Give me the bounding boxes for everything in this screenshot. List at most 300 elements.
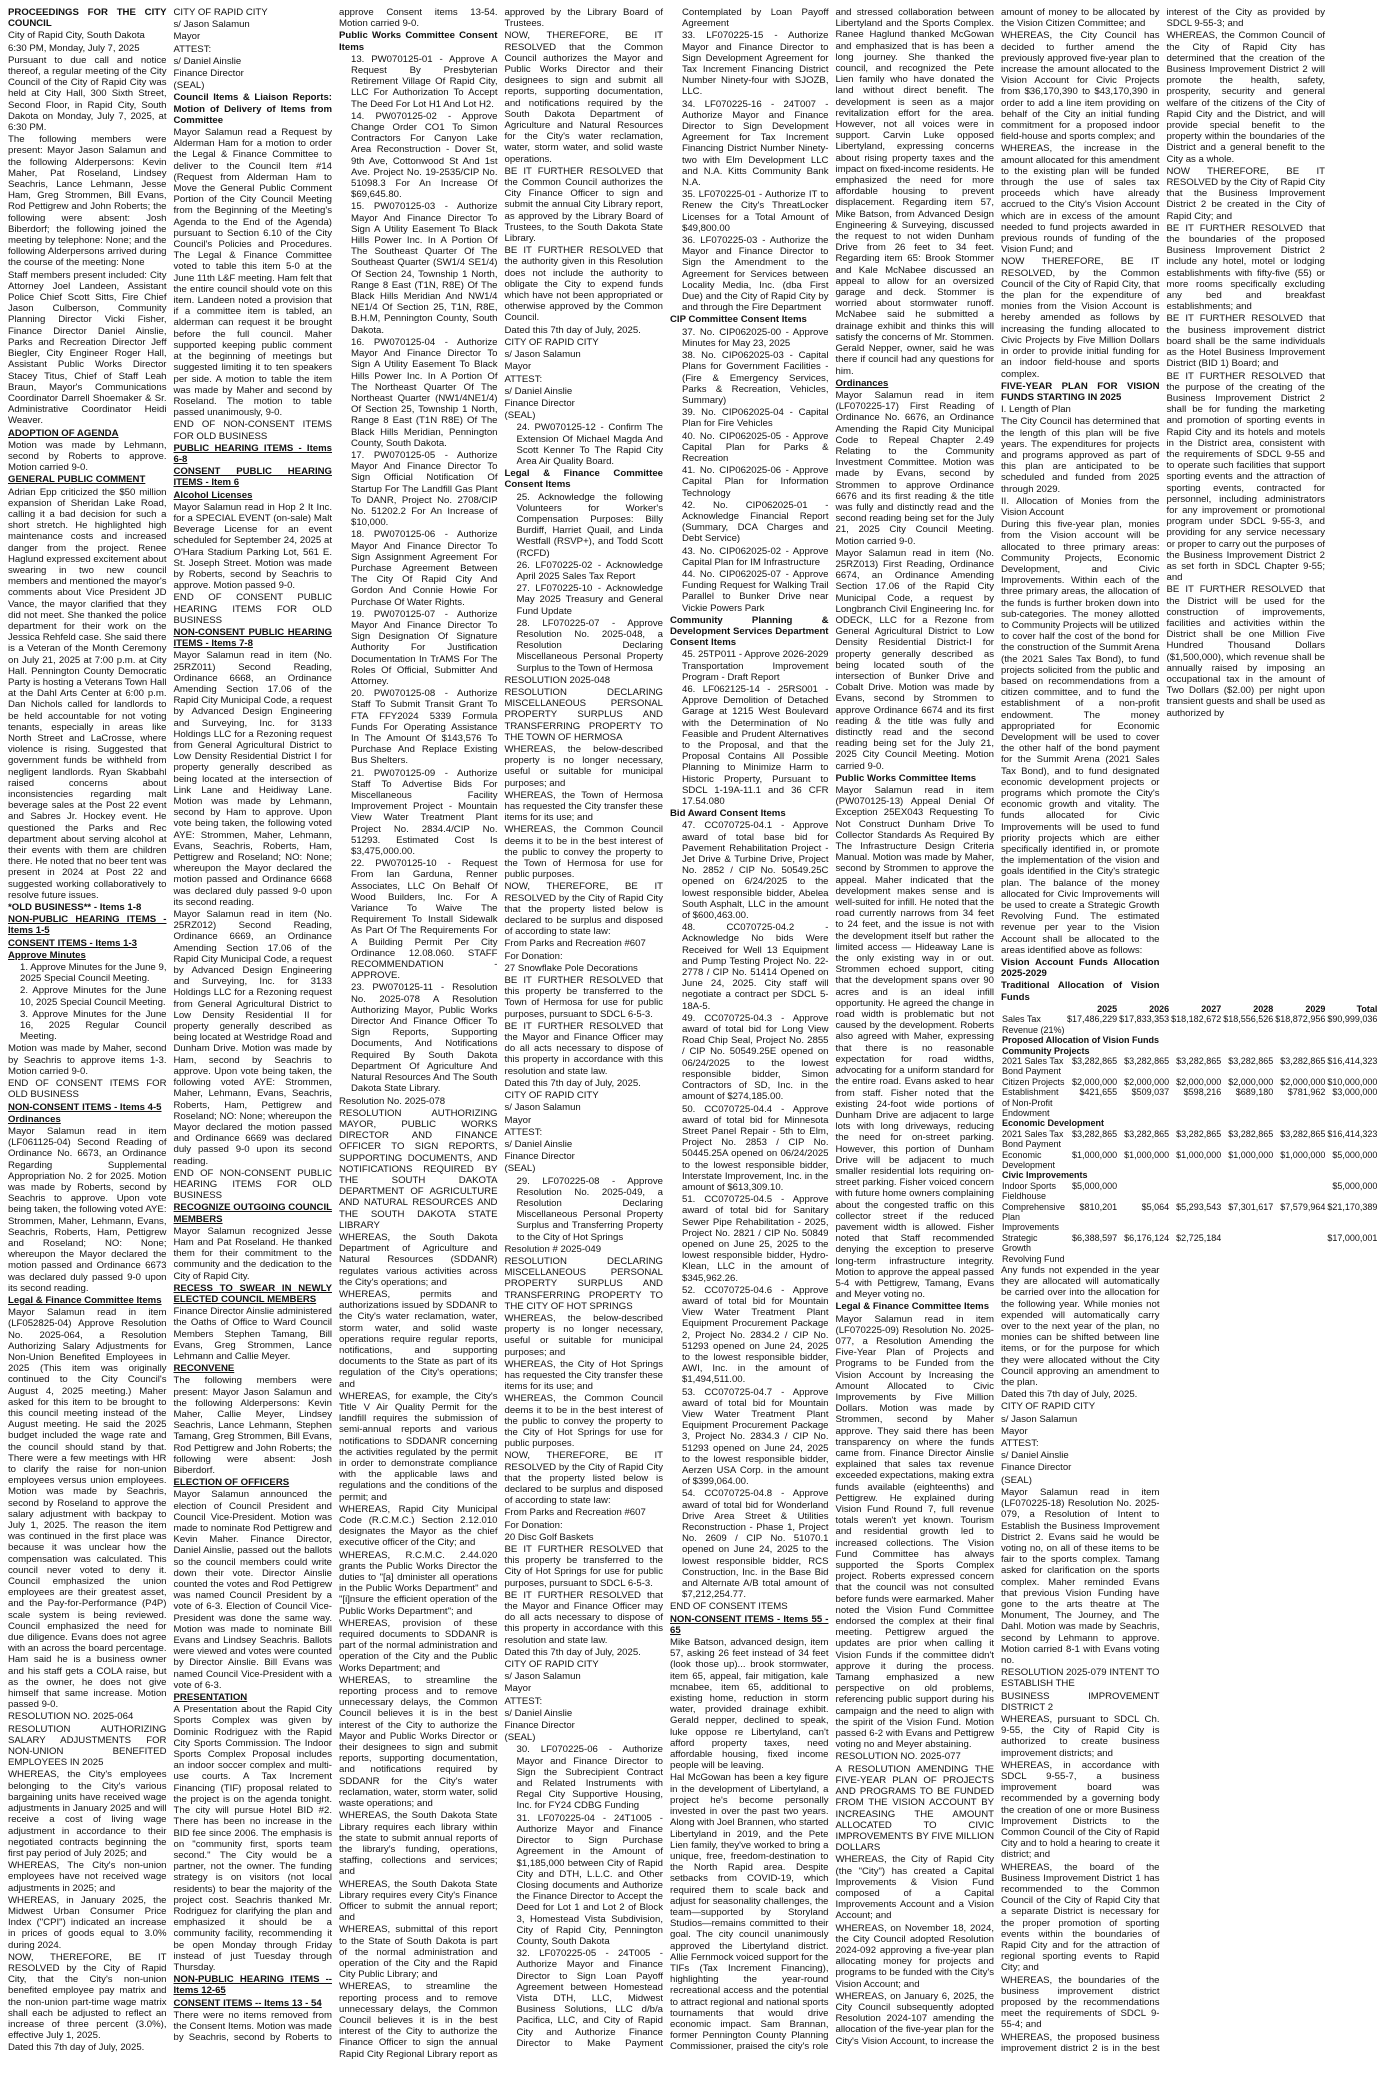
table-row [1001, 1035, 1378, 1045]
paragraph: WHEREAS, for example, the City's Title V Air Quality Permit for the landfill requires the submission of semi-annual reports and various notifications to SDDANR concerning the activities regulated by the permit in order to demonstrate compliance with the applicable laws and regulations and the conditions of the permit; and [339, 1390, 498, 1503]
table-cell: $810,201 [1079, 1201, 1118, 1212]
table-row [1001, 1118, 1378, 1128]
paragraph: END OF NON-CONSENT ITEMS FOR OLD BUSINESS [173, 419, 332, 442]
paragraph: WHEREAS, Rapid City Municipal Code (R.C.M.C.) Section 2.12.010 designates the Mayor as the chief executive officer of the City; and [339, 1503, 498, 1549]
paragraph: 14. PW070125-02 - Approve Change Order CO1 To Simon Contractors For Canyon Lake Area Reconstruction - Dover St, 9th Ave, Cottonwood St And 1st Ave. Project No. 19-2535/CIP No. 51098.3 For An Increase Of $69,645.80. [351, 110, 498, 201]
paragraph: RESOLUTION NO. 2025-064 [8, 1711, 134, 1723]
paragraph: Any funds not expended in the year they are allocated will automatically be carried over into the allocation for the following year. While monies not expended will automatically carry over to the next year of the plan, no monies can be shifted between line items, or for the purpose for which they were allocated without the City Council approving an amendment to the plan. [1001, 1265, 1160, 1389]
paragraph: 39. No. CIP062025-04 - Capital Plan for Fire Vehicles [682, 407, 829, 430]
paragraph: RESOLUTION AUTHORIZING MAYOR, PUBLIC WORKS DIRECTOR AND FINANCE OFFICER TO SIGN REPORTS, SUPPORTING DOCUMENTS, AND NOTIFICATIONS REQUIRED BY THE SOUTH DAKOTA DEPARTMENT OF AGRICULTURE AND NATURAL RESOURCES AND THE SOUTH DAKOTA STATE LIBRARY [339, 1107, 498, 1231]
table-cell: $3,282,865 [1124, 1128, 1170, 1139]
table-cell: $1,000,000 [1072, 1149, 1118, 1160]
paragraph: 38. No. CIP062025-03 - Capital Plans for Government Facilities - (Fire & Emergency Services, Parks & Recreation, Vehicles, Summary) [682, 350, 829, 406]
document-title: PROCEEDINGS FOR THE CITY COUNCIL [8, 7, 167, 30]
paragraph: ATTEST: [173, 43, 212, 55]
table-cell: $3,000,000 [1332, 1087, 1378, 1098]
paragraph: (SEAL) [1001, 1474, 1032, 1486]
table-cell [1274, 1181, 1326, 1202]
paragraph: END OF CONSENT ITEMS FOR OLD BUSINESS [8, 1078, 167, 1101]
paragraph: WHEREAS, the City of Hot Springs has requested the City transfer these items for its use; and [504, 1358, 663, 1393]
table-cell: $16,414,323 [1327, 1128, 1378, 1139]
paragraph: Mayor Salamun read in item (No. 25RZ011) Second Reading, Ordinance 6668, an Ordinance Amending Section 17.06 of the Rapid City Municipal Code, a request by Advanced Design Engineering and Surveying, Inc. for 3133 Holdings LLC for a Rezoning request from General Agricultural District to Low Density Residential District I for property generally described as being located at the intersection of Link Lane and Heidiway Lane. Motion was made by Lehmann, second by Ham to approve. Upon vote being taken, the following voted AYE: Strommen, Maher, Lehmann, Evans, Seachris, Roberts, Ham, Pettigrew and Roseland; NO: None; whereupon the Mayor declared the motion passed and Ordinance 6668 was declared duly passed 9-0 upon its second reading. [173, 650, 332, 908]
paragraph: s/ Jason Salamun [504, 1102, 581, 1114]
table-cell: $5,064 [1141, 1201, 1170, 1212]
paragraph: 23. PW070125-11 - Resolution No. 2025-078 A Resolution Authorizing Mayor, Public Works Director And Finance Officer To Sign Reports, Supporting Documents, And Notifications Required By South Dakota Department Of Agriculture And Natural Resources And The South Dakota State Library. [351, 982, 498, 1095]
paragraph: BE IT FURTHER RESOLVED that the boundaries of the proposed Business Improvement District 2 include any hotel, motel or lodging establishments with fifty-five (55) or more rooms specifically excluding any bed and breakfast establishments; and [1166, 222, 1325, 313]
paragraph: From Parks and Recreation #607 [504, 1507, 646, 1519]
paragraph: 45. 25TP011 - Approve 2026-2029 Transportation Improvement Program - Draft Report [682, 649, 829, 683]
table-cell: $6,388,597 [1072, 1232, 1118, 1243]
paragraph: Dated this 7th day of July, 2025. [1001, 1389, 1138, 1401]
paragraph: WHEREAS, the South Dakota Department of Agriculture and Natural Resources (SDDANR) regulates various activities across the City's operations; and [339, 1231, 498, 1288]
paragraph: s/ Jason Salamun [504, 349, 581, 361]
paragraph: NON-PUBLIC HEARING ITEMS - Items 1-5 [8, 914, 167, 937]
paragraph: Finance Director [504, 1151, 575, 1163]
table-row-label: 2021 Sales Tax Bond Payment [1002, 1055, 1064, 1077]
table-row-label: Proposed Allocation of Vision Funds [1002, 1035, 1160, 1046]
table-cell: $689,180 [1235, 1087, 1274, 1098]
table-cell [1222, 1233, 1274, 1264]
paragraph: s/ Daniel Ainslie [504, 1707, 573, 1719]
paragraph: WHEREAS, the board of the Business Improvement District 1 has recommended to the Common Council of the City of Rapid City that a separate District is necessary for the proper promotion of sporting events within the boundaries of Rapid City and for the attraction of regional sporting events to Rapid City; and [1001, 1861, 1160, 1974]
paragraph: s/ Daniel Ainslie [504, 1138, 573, 1150]
paragraph: The following members were present: Mayor Jason Salamun and the following Alderpersons: Kevin Maher, Callie Meyer, Lindsey Seachris, Lance Lehmann, Stephen Tamang, Greg Strommen, Bill Evans, Rod Pettigrew and John Roberts; the following were absent: Josh Biberdorf. [173, 1375, 332, 1476]
table-header-cell: 2029 [1305, 1003, 1326, 1014]
paragraph: RESOLUTION NO. 2025-077 [835, 1751, 961, 1763]
paragraph: 47. CC070725-04.1 - Approve award of total base bid for Pavement Rehabilitation Project - Jet Drive & Turbine Drive, Project No. 2852 / CIP No. 50549.25C opened on 6/24/2025 to the lowest responsible bidder, Abelea South Asphalt, LLC in the amount of $600,463.00. [682, 820, 829, 922]
table-cell: $598,216 [1183, 1087, 1222, 1098]
paragraph: 48. CC070725-04.2 - Acknowledge No bids Were Received for Well 13 Equipment and Pump Testing Project No. 22-2778 / CIP No. 51414 Opened on June 24, 2025. City staff will negotiate a contract per SDCL 5-18A-5. [682, 922, 829, 1012]
paragraph: For Donation: [504, 1519, 563, 1531]
table-cell: $1,000,000 [1280, 1149, 1326, 1160]
table-cell: $1,000,000 [1176, 1149, 1222, 1160]
table-cell: $17,833,353 [1119, 1014, 1170, 1025]
table-header-cell: Total [1356, 1003, 1378, 1014]
paragraph: WHEREAS, the South Dakota State Library requires every City's Finance Officer to submit the annual report; and [339, 1878, 498, 1924]
paragraph: Mayor Salamun announced the election of Council President and Council Vice-President. Motion was made to nominate Rod Pettigrew and Kevin Maher. Finance Director, Daniel Ainslie, passed out the ballots so the council members could write down their vote. Director Ainslie counted the votes and Rod Pettigrew was named Council President by a vote of 6-3. Election of Council Vice-President was done the same way. Motion was made to nominate Bill Evans and Lindsey Seachris. Ballots were viewed and votes were counted by Director Ainslie. Bill Evans was named Council Vice-President with a vote of 6-3. [173, 1489, 332, 1691]
table-cell: $16,414,323 [1327, 1055, 1378, 1066]
paragraph: RESOLUTION DECLARING MISCELLANEOUS PERSONAL PROPERTY SURPLUS AND TRANSFERRING PROPERTY TO THE TOWN OF HERMOSA [504, 686, 663, 743]
paragraph: RESOLUTION 2025-048 [504, 674, 611, 686]
paragraph: Bid Award Consent Items [670, 808, 786, 820]
paragraph: ADOPTION OF AGENDA [8, 427, 119, 439]
table-row [1001, 1233, 1378, 1264]
table-cell: $18,556,526 [1223, 1014, 1274, 1025]
paragraph: Dated this 7th day of July, 2025. [8, 2042, 145, 2054]
table-cell: $781,962 [1287, 1087, 1326, 1098]
paragraph: s/ Jason Salamun [504, 1671, 581, 1683]
paragraph: RECOGNIZE OUTGOING COUNCIL MEMBERS [173, 1202, 332, 1225]
paragraph: BE IT FURTHER RESOLVED that the Mayor and Finance Officer may do all acts necessary to dispose of this property in accordance with this resolution and state law. [504, 1589, 663, 1646]
paragraph: END OF NON-CONSENT PUBLIC HEARING ITEMS FOR OLD BUSINESS [173, 1167, 332, 1202]
paragraph: Legal & Finance Committee Items [8, 1294, 162, 1306]
paragraph: The following members were present: Mayor Jason Salamun and the following Alderpersons: Kevin Maher, Pat Roseland, Lindsey Seachris, Lance Lehmann, Jesse Ham, Greg Strommen, Bill Evans, Rod Pettigrew and John Roberts; the following were absent: Josh Biberdorf; the following joined the meeting by telephone: None; and the following Alderpersons arrived during the course of the meeting: None [8, 134, 167, 269]
paragraph: WHEREAS, in accordance with SDCL 9-55-7, a business improvement board was recommended by a governing body the creation of one or more Business Improvement Districts to the Common Council of the City of Rapid City and to hold a hearing to create it district; and [1001, 1759, 1160, 1861]
paragraph: 36. LF070225-03 - Authorize the Mayor and Finance Director to Sign the Amendment to the Agreement for Services between Locality Media, Inc. (dba First Due) and the City of Rapid City by and through the Fire Department [682, 235, 829, 314]
paragraph: BE IT FURTHER RESOLVED that the District will be used for the construction of improvements, facilities and activities within the District shall be one Million Five Hundred Thousand Dollars ($1,500,000), which revenue shall be annually raised by imposing an occupational tax in the amount of Two Dollars ($2.00) per night upon transient guests and shall be used as authorized by [1166, 584, 1325, 719]
paragraph: RESOLUTION 2025-079 INTENT TO ESTABLISH THE [1001, 1667, 1160, 1690]
paragraph: ATTEST: [504, 373, 543, 385]
paragraph: BE IT FURTHER RESOLVED that this property be transferred to the Town of Hermosa for use for public purposes, pursuant to SDCL 6-5-3. [504, 975, 663, 1020]
paragraph: 2. Approve Minutes for the June 10, 2025 Special Council Meeting. [20, 985, 167, 1008]
paragraph: WHEREAS, the below-described property is no longer necessary, useful or suitable for municipal purposes; and [504, 1312, 663, 1358]
paragraph: WHEREAS, the City Council has decided to further amend the previously approved five-year plan to increase the amount allocated to the Vision Account for Civic Projects from $36,170,390 to $43,170,390 in order to add a line item providing on behalf of the City an initial funding commitment for a proposed indoor field-house and sports complex; and [1001, 30, 1160, 143]
paragraph: 43. No. CIP062025-02 - Approve Capital Plan for IM Infrastructure [682, 545, 829, 568]
paragraph: Ordinances [8, 1113, 61, 1125]
table-cell: $3,282,865 [1124, 1055, 1170, 1066]
paragraph: 24. PW070125-12 - Confirm The Extension Of Michael Magda And Scott Kenner To The Rapid City Area Air Quality Board. [516, 422, 663, 467]
paragraph: ATTEST: [1001, 1438, 1039, 1450]
paragraph: 28. LF070225-07 - Approve Resolution No. 2025-048, a Resolution Declaring Miscellaneous Personal Property Surplus to the Town of Hermosa [516, 617, 663, 674]
paragraph: Hal McGowan has been a key figure in the development of Libertyland, a project he's become personally invested in over the past two years. Along with Joel Brannen, who started Libertyland in 2019, and the Pete Lien family, they've worked to bring a unique, free, freedom-destination to the North Rapid area. Despite setbacks from COVID-19, which required them to scale back and adjust for seasonality challenges, the team—supported by Storyland Studios—remains committed to their goal. The city council unanimously approved the Libertyland district. Allie Fernmock voiced support for the TIFs (Tax Increment Financing), highlighting the year-round recreational access and the potential to attract regional and national sports tournaments that would drive economic impact. Sam Brannan, former Pennington County Planning Commissioner, praised the city's role and stressed collaboration between Libertyland and the Sports Complex. Ranee Haglund thanked McGowan and emphasized that is has been a long journey. She thanked the council, and recognized the Pete Lien family who have donated the land without direct benefit. The development is seen as a major revitalization effort for the area. However, not all voices were in support. Carvin Luke opposed Libertyland, expressing concerns about rising property taxes and the impact on fixed-income residents. He emphasized the need for more affordable housing to prevent displacement. Regarding item 57, Mike Batson, from Advanced Design Engineering & Surveying, discussed the request to not widen Dunham Drive from 26 feet to 34 feet. Regarding item 65: Brook Stommer and Kale McNabee discussed an appeal to allow for an oversized garage and deck. Stommer is worried about stormwater runoff. McNabee said he submitted a drainage exhibit and thinks this will satisfy the concerns of Mr. Stommen. Gerald Nepper, owner, said he was there if council had any questions for him. [670, 7, 994, 2053]
paragraph: Mayor [504, 1683, 532, 1695]
paragraph: BUSINESS IMPROVEMENT DISTRICT 2 [1001, 1690, 1160, 1713]
table-row [1001, 1170, 1378, 1180]
paragraph: WHEREAS, the increase in the amount allocated for this amendment to the existing plan will be funded through the use of sales tax proceeds which have already accrued to the City's Vision Account which are in excess of the amount needed to fund projects awarded in previous rounds of funding of the Vision Fund; and [1001, 143, 1160, 256]
paragraph: RECESS TO SWEAR IN NEWLY ELECTED COUNCIL MEMBERS [173, 1282, 332, 1305]
table-row [1001, 1046, 1378, 1056]
paragraph: 51. CC070725-04.5 - Approve award of total bid for Sanitary Sewer Pipe Rehabilitation - 2025, Project No. 2821 / CIP No. 50849 opened on June 25, 2025 to the lowest responsible bidder, Hydro-Klean, LLC in the amount of $345,962.26. [682, 1194, 829, 1284]
table-row [1001, 1056, 1378, 1077]
paragraph: Mayor [504, 361, 532, 373]
paragraph: Mayor Salamun read in item (No. 25RZ012) Second Reading, Ordinance 6669, an Ordinance Amending Section 17.06 of the Rapid City Municipal Code, a request by Advanced Design Engineering and Surveying, Inc. for 3133 Holdings LLC for a Rezoning request from General Agricultural District to Low Density Residential II for property generally described as being located at Westridge Road and Dunham Drive. Motion was made by Ham, second by Seachris to approve. Upon vote being taken, the following voted AYE: Strommen, Maher, Lehmann, Evans, Seachris, Roberts, Ham, Pettigrew and Roseland; NO: None; whereupon the Mayor declared the motion passed and Ordinance 6669 was declared duly passed 9-0 upon its second reading. [173, 909, 332, 1167]
table-cell: $3,282,865 [1280, 1055, 1326, 1066]
table-header-cell: 2026 [1149, 1003, 1170, 1014]
paragraph: WHEREAS, to streamline the reporting process and to remove unnecessary delays, the Common Council believes it is in the best interest of the City to authorize the Mayor and Public Works Director or their designees to sign and submit reports, supporting documentation, and notifications required by SDDANR for the City's water reclamation, water, storm water, solid waste operations; and [339, 1674, 498, 1810]
paragraph: CITY OF RAPID CITY [1001, 1401, 1096, 1413]
paragraph: Mayor Salamun read in item (LF052825-04) Approve Resolution No. 2025-064, a Resolution Authorizing Salary Adjustments for Non-Union Benefited Employees in 2025 (This item was originally continued to the City Council's August 4, 2025 meeting.) Maher asked for this item to be brought to this council meeting instead of the August meeting. He said the 2025 budget included the wage rate and the council should stand by that. There were a few meetings with HR to clarify the raise for non-union employees versus union employees. Motion was made by Seachris, second by Roseland to approve the salary adjustment with backpay to July 1, 2025. The reason the item was continued in the first place was because it was unclear how the compensation was calculated. This council never voted to deny it. Council emphasized the union employees are their greatest asset, and the Pay-for-Performance (P4P) scale system is being reviewed. Council emphasized the need for due diligence. Evans does not agree with an across the board percentage. Ham said he is a business owner and his staff gets a COLA raise, but as the owner, he does not give himself that same increase. Motion passed 9-0. [8, 1307, 167, 1711]
table-row-label: Establishment of Non-Profit Endowment [1002, 1087, 1059, 1118]
paragraph: Resolution No. 2025-078 [339, 1095, 446, 1107]
paragraph: 6:30 PM, Monday, July 7, 2025 [8, 42, 140, 54]
table-cell: $1,000,000 [1124, 1149, 1170, 1160]
paragraph: WHEREAS, the City of Rapid City (the "City") has created a Capital Improvements & Vision Fund composed of a Capital Improvements Account and a Vision Account; and [835, 1854, 994, 1922]
table-cell: $3,282,865 [1228, 1128, 1274, 1139]
paragraph: PRESENTATION [173, 1692, 248, 1704]
paragraph: BE IT FURTHER RESOLVED that this property be transferred to the City of Hot Springs for use for public purposes, pursuant to SDCL 6-5-3. [504, 1544, 663, 1589]
paragraph: ATTEST: [504, 1695, 543, 1707]
vision-funds-table [1001, 1004, 1378, 1264]
paragraph: 34. LF070225-16 - 24T007 - Authorize Mayor and Finance Director to Sign Development Agreement for Tax Increment Financing District Number Ninety-two with Elm Development LLC and N.A. Kitts Community Bank N.A. [682, 98, 829, 189]
paragraph: 31. LF070225-04 - 24T1005 - Authorize Mayor and Finance Director to Sign Purchase Agreement in the Amount of $1,185,000 between City of Rapid City and DTH, L.L.C. and Other Closing documents and Authorize the Finance Director to Accept the Deed for Lot 1 and Lot 2 of Block 3, Homestead Vista Subdivision, City of Rapid City, Pennington County, South Dakota [516, 1812, 663, 1947]
paragraph: NON-CONSENT PUBLIC HEARING ITEMS - Items 7-8 [173, 626, 332, 650]
paragraph: 21. PW070125-09 - Authorize Staff To Advertise Bids For Miscellaneous Facility Improvement Project - Mountain View Water Treatment Plant Project No. 2834.4/CIP No. 51293. Estimated Cost Is $3,475,000.00. [351, 767, 498, 858]
paragraph: (SEAL) [173, 80, 205, 92]
paragraph: A RESOLUTION AMENDING THE FIVE-YEAR PLAN OF PROJECTS AND PROGRAMS TO BE FUNDED FROM THE VISION ACCOUNT BY INCREASING THE AMOUNT ALLOCATED TO CIVIC IMPROVEMENTS BY FIVE MILLION DOLLARS [835, 1763, 994, 1854]
paragraph: 52. CC070725-04.6 - Approve award of total bid for Mountain View Water Treatment Plant Equipment Procurement Package 2, Project No. 2834.2 / CIP No. 51293 opened on June 24, 2025 to the lowest responsible bidder, AWI, Inc. in the amount of $1,494,511.00. [682, 1284, 829, 1386]
paragraph: WHEREAS, the below-described property is no longer necessary, useful or suitable for municipal purposes; and [504, 744, 663, 789]
paragraph: Legal & Finance Committee Consent Items [504, 468, 663, 491]
paragraph: WHEREAS, pursuant to SDCL Ch. 9-55, the City of Rapid City is authorized to create business improvement districts; and [1001, 1713, 1160, 1759]
table-cell: $3,282,865 [1280, 1128, 1326, 1139]
paragraph: Mayor Salamun read in item (LF070225-17) First Reading of Ordinance No. 6676, an Ordinance Amending the Rapid City Municipal Code to Repeal Chapter 2.49 Relating to the Community Investment Committee. Motion was made by Evans, second by Strommen to approve Ordinance 6676 and its first reading & the title was fully and distinctly read and the second reading being set for the July 21, 2025 City Council Meeting. Motion carried 9-0. [835, 389, 994, 547]
paragraph: Motion was made by Lehmann, second by Roberts to approve. Motion carried 9-0. [8, 439, 167, 474]
table-header-cell: 2025 [1097, 1003, 1118, 1014]
paragraph: WHEREAS, the boundaries of the business improvement district proposed by the recommendations meet the requirements of SDCL 9-55-4; and [1001, 1974, 1160, 2031]
paragraph: NOW THEREFORE, BE IT RESOLVED by the City of Rapid City that the Business Improvement District 2 be created in the City of Rapid City; and [1166, 165, 1325, 222]
paragraph: Adrian Epp criticized the $50 million expansion of Sheridan Lake Road, calling it a bad decision for such a short stretch. He highlighted high maintenance costs and increased danger from the project. Renee Haglund expressed excitement about swearing in two new council members and mentioned the mayor's comments about Vice President JD Vance, the mayor clarified that they did not meet. She thanked the police department for their work on the Jessica Rehfeld case. She said there is a Veteran of the Month Ceremony on July 21, 2025 at 7:00 p.m. at City Hall. Pennington County Democratic Party is hosting a Veterans Town Hall at the Dahl Arts Center at 6:00 p.m. Dan Nichols called for landlords to be held accountable for not voting tenants, especially in areas like North Street and LaCrosse, where violence is rising. Suggested that government funds be withheld from negligent landlords. Ryan Skabbahl raised concerns about inconsistencies regarding malt beverage sales at the Post 22 event and Sabres Jr. Hockey event. He questioned the Parks and Rec department about serving alcohol at their events with them are children there. He noted that no beer tent was present in 2024 at Post 22 and suggested working collaboratively to resolve future issues. [8, 486, 167, 901]
paragraph: NOW, THEREFORE, BE IT RESOLVED by the City of Rapid City that the property listed below is declared to be surplus and disposed of according to state law: [504, 881, 663, 938]
paragraph: Alcohol Licenses [173, 489, 253, 501]
table-cell: $1,000,000 [1228, 1149, 1274, 1160]
paragraph: BE IT FURTHER RESOLVED that the Mayor and Finance Officer may do all acts necessary to dispose of this property in accordance with this resolution and state law. [504, 1020, 663, 1077]
table-cell [1118, 1181, 1170, 1202]
paragraph: Mayor Salamun read a Request by Alderman Ham for a motion to order the Legal & Finance Committee to deliver to the Council Item #14 (Request from Alderman Ham to Move the General Public Comment Portion of the City Council Meeting from the Beginning of the Meeting's Agenda to the End of the Agenda) pursuant to Section 6.10 of the City Council's Policies and Procedures. The Legal & Finance Committee voted to table this item 5-0 at the June 11th L&F meeting. Ham felt that the entire council should vote on this item. Landeen noted a provision that if a committee item is tabled, an alderman can request it be brought before the full council. Maher supported keeping public comment at the beginning of meetings but suggested limiting it to ten speakers per side. A motion to table the item was made by Maher and second by Roseland. The motion to table passed unanimously, 9-0. [173, 127, 332, 419]
paragraph: A Presentation about the Rapid City Sports Complex was given by Dominic Rodriguez with the Rapid City Sports Commission. The Indoor Sports Complex Proposal includes an indoor soccer complex and multi-use courts. A Tax Increment Financing (TIF) proposal related to the project is on the agenda tonight. The city will pursue Hotel BID #2. There has been no increase in the BID fee since 2006. The emphasis is on "community first, sports team second." The City would be a partner, not the owner. The funding strategy is on visitors (not local residents) to bear the majority of the project cost. Seachris thanked Mr. Rodriguez for clarifying the plan and emphasized it should be a community facility, recommending it be open Monday through Friday instead of just Tuesday through Thursday. [173, 1704, 332, 1973]
paragraph: WHEREAS, submittal of this report to the State of South Dakota is part of the normal administration and operation of the City and the Rapid City Public Library; and [339, 1924, 498, 1981]
paragraph: 25. Acknowledge the following Volunteers for Worker's Compensation Purposes: Billy Burdiff, Harriet Quail, and Linda Westfall (RSVP+), and Todd Scott (RCFD) [516, 491, 663, 559]
paragraph: Mayor Salamun read in item (No. 25RZ013) First Reading, Ordinance 6674, an Ordinance Amending Section 17.06 of the Rapid City Municipal Code, a request by Longbranch Civil Engineering Inc. for ODECK, LLC for a Rezone from General Agricultural District to Low Density Residential District-I for property generally described as being located south of the intersection of Bunker Drive and Cobalt Drive. Motion was made by Evans, second by Strommen to approve Ordinance 6674 and its first reading & the title was fully and distinctly read and the second reading being set for the July 21, 2025 City Council Meeting. Motion carried 9-0. [835, 547, 994, 772]
paragraph: Mayor Salamun recognized Jesse Ham and Pat Roseland. He thanked them for their commitment to the community and the dedication to the City of Rapid City. [173, 1225, 332, 1282]
table-cell: $7,301,617 [1228, 1201, 1274, 1212]
paragraph: 1. Approve Minutes for the June 9, 2025 Special Council Meeting. [20, 962, 167, 985]
paragraph: Traditional Allocation of Vision Funds [1001, 980, 1160, 1003]
table-row [1001, 1150, 1378, 1171]
paragraph: s/ Jason Salamun [173, 19, 250, 31]
table-cell: $3,282,865 [1072, 1055, 1118, 1066]
paragraph: RECONVENE [173, 1363, 235, 1375]
table-row-label: Civic Improvements [1002, 1170, 1088, 1181]
paragraph: NON-CONSENT ITEMS - Items 55 - 65 [670, 1613, 829, 1636]
paragraph: CONSENT ITEMS -- Items 13 - 54 [173, 1997, 322, 2009]
table-cell: $90,999,036 [1327, 1014, 1378, 1025]
paragraph: END OF CONSENT PUBLIC HEARING ITEMS FOR OLD BUSINESS [173, 592, 332, 626]
table-cell: $2,000,000 [1124, 1076, 1170, 1087]
paragraph: Resolution # 2025-049 [504, 1243, 602, 1255]
table-row-label: Community Projects [1002, 1045, 1090, 1056]
table-cell: $509,037 [1131, 1087, 1170, 1098]
table-header-cell: 2027 [1201, 1003, 1222, 1014]
table-row-label: Strategic Growth Revolving Fund [1002, 1232, 1065, 1264]
paragraph: 41. No. CIP062025-06 - Approve Capital Plan for Information Technology [682, 465, 829, 499]
paragraph: Mayor Salamun read in item (LF070225-18) Resolution No. 2025-079, a Resolution of Intent to Establish the Business Improvement District 2. Evans said he would be voting no, on all of these items to be fair to the sports complex. Tamang asked for clarification on the sports complex. Maher reminded Evans that previous Vision Funding have gone to the arts theatre at The Monument, The Journey, and The Dahl. Motion was made by Seachris, second by Lehmann to approve. Motion carried 8-1 with Evans voting no. [1001, 1486, 1160, 1666]
table-row-label: Citizen Projects [1002, 1076, 1065, 1087]
table-cell [1222, 1181, 1274, 1202]
paragraph: s/ Jason Salamun [1001, 1413, 1078, 1425]
paragraph: 26. LF070225-02 - Acknowledge April 2025 Sales Tax Report [516, 559, 663, 582]
paragraph: Mayor [504, 1114, 532, 1126]
table-cell: $5,000,000 [1072, 1180, 1118, 1191]
paragraph: Public Works Committee Consent Items [339, 30, 498, 53]
paragraph: I. Length of Plan [1001, 404, 1071, 416]
paragraph: WHEREAS, the proposed business improvement district 2 is in the best interest of the City as provided by SDCL 9-55-3; and [1001, 7, 1325, 2054]
paragraph: 42. No. CIP062025-01 - Acknowledge Financial Report (Summary, DCA Charges and Debt Service) [682, 499, 829, 545]
paragraph: 35. LF070225-01 - Authorize IT to Renew the City's ThreatLocker Licenses for a Total Amount of $49,800.00 [682, 189, 829, 234]
table-cell: $18,872,956 [1275, 1014, 1326, 1025]
paragraph: 29. LF070225-08 - Approve Resolution No. 2025-049, a Resolution Declaring Miscellaneous Personal Property Surplus and Transferring Property to the City of Hot Springs [516, 1175, 663, 1243]
table-header-row [1001, 1004, 1378, 1014]
paragraph: Vision Account Funds Allocation 2025-2029 [1001, 957, 1160, 980]
paragraph: CITY OF RAPID CITY [504, 1090, 599, 1102]
paragraph: II. Allocation of Monies from the Vision Account [1001, 495, 1160, 518]
paragraph: Dated this 7th day of July, 2025. [504, 1077, 641, 1089]
paragraph: WHEREAS, the City's employees belonging to the City's various bargaining units have received wage adjustments in January 2025 and will receive a cost of living wage adjustment in accordance to their negotiated contracts beginning the first pay period of July 2025; and [8, 1769, 167, 1859]
paragraph: 37. No. CIP062025-00 - Approve Minutes for May 23, 2025 [682, 326, 829, 349]
table-cell: $2,000,000 [1280, 1076, 1326, 1087]
table-row [1001, 1181, 1378, 1202]
table-row-label: Indoor Sports Fieldhouse [1002, 1180, 1057, 1202]
paragraph: 32. LF070225-05 - 24T005 - Authorize Mayor and Finance Director to Sign Loan Payoff Agreement between Homestead Vista DTH, LLC, Midwest Business Solutions, LLC d/b/a Pacifica, LLC, and City of Rapid City and Authorize Finance Director to Make Payment Contemplated by Loan Payoff Agreement [516, 7, 829, 2049]
paragraph: NON-PUBLIC HEARING ITEMS -- Items 12-65 [173, 1974, 332, 1997]
paragraph: Finance Director [504, 1720, 575, 1732]
table-row [1001, 1077, 1378, 1087]
paragraph: WHEREAS, the Town of Hermosa has requested the City transfer these items for its use; and [504, 789, 663, 824]
paragraph: 17. PW070125-05 - Authorize Mayor And Finance Director To Sign Official Notification Of Startup For The Landfill Gas Plant To DANR, Project No. 2708/CIP No. 51202.2 For An Increase of $10,000. [351, 449, 498, 529]
table-cell: $6,176,124 [1124, 1232, 1170, 1243]
table-row [1001, 1014, 1378, 1035]
paragraph: 20 Disc Golf Baskets [504, 1531, 594, 1543]
paragraph: Finance Director [504, 397, 575, 409]
paragraph: Approve Minutes [8, 949, 86, 961]
paragraph: 20. PW070125-08 - Authorize Staff To Submit Transit Grant To FTA FFY2024 5339 Formula Funds For Operating Assistance In The Amount Of $143,576 To Purchase And Replace Existing Bus Shelters. [351, 688, 498, 767]
paragraph: Finance Director [173, 68, 244, 80]
paragraph: *OLD BUSINESS** - Items 1-8 [8, 902, 142, 914]
paragraph: WHEREAS, to streamline the reporting process and to remove unnecessary delays, the Common Council believes it is in the best interest of the City to authorize the Finance Officer to sign the annual Rapid City Regional Library report as approved by the Library Board of Trustees. [339, 7, 663, 2060]
paragraph: NOW, THEREFORE, BE IT RESOLVED by the City of Rapid City that the property listed below is declared to be surplus and disposed of according to state law: [504, 1450, 663, 1507]
table-row-label: Economic Development [1002, 1149, 1056, 1170]
table-corner [1001, 1004, 1066, 1014]
paragraph: WHEREAS, R.C.M.C. 2.44.020 grants the Public Works Director the duties to "[a] dminister all operations in the Public Works Department" and "[i]nsure the efficient operation of the Public Works Department"; and [339, 1549, 498, 1617]
paragraph: Dated this 7th day of July, 2025. [504, 324, 641, 336]
table-cell: $3,282,865 [1228, 1055, 1274, 1066]
paragraph: 27. LF070225-10 - Acknowledge May 2025 Treasury and General Fund Update [516, 583, 663, 617]
table-row-label: Sales Tax Revenue (21%) [1002, 1014, 1065, 1035]
paragraph: 19. PW070125-07 - Authorize Mayor And Finance Director To Sign Designation Of Signature Authority For Justification Documentation In TrAMS For The Roles Of Official, Submitter And Attorney. [351, 608, 498, 687]
table-cell: $5,000,000 [1332, 1149, 1378, 1160]
paragraph: The City Council has determined that the length of this plan will be five years. The expenditures for projects and programs approved as part of this plan are anticipated to be scheduled and funded from 2025 through 2029. [1001, 416, 1160, 495]
table-header-cell: 2028 [1253, 1003, 1274, 1014]
paragraph: CITY OF RAPID CITY [173, 7, 268, 18]
paragraph: 13. PW070125-01 - Approve A Request By Presbyterian Retirement Village Of Rapid City, LLC For Authorization To Accept The Deed For Lot H1 And Lot H2. [351, 53, 498, 110]
table-cell [1170, 1181, 1222, 1202]
paragraph: 54. CC070725-04.8 - Approve award of total bid for Wonderland Drive Area Street & Utilities Reconstruction - Phase 1, Project No. 2609 / CIP No. 51070.1 opened on June 24, 2025 to the lowest responsible bidder, RCS Construction, Inc. in the Base Bid and Alternate A/B total amount of $7,212,254.77. [682, 1488, 829, 1601]
paragraph: RESOLUTION AUTHORIZING SALARY ADJUSTMENTS FOR NON-UNION BENEFITED EMPLOYEES IN 2025 [8, 1723, 167, 1769]
document-page [8, 7, 1378, 2060]
paragraph: Council Items & Liaison Reports: Motion of Delivery of Items from Committee [173, 92, 332, 126]
paragraph: Finance Director Ainslie administered the Oaths of Office to Ward Council Members Stephen Tamang, Bill Evans, Greg Strommen, Lance Lehmann and Callie Meyer. [173, 1306, 332, 1362]
table-cell: $2,000,000 [1228, 1076, 1274, 1087]
paragraph: (SEAL) [504, 1163, 536, 1175]
paragraph: 53. CC070725-04.7 - Approve award of total bid for Mountain View Water Treatment Plant Equipment Procurement Package 3, Project No. 2834.3 / CIP No. 51293 opened on June 24, 2025 to the lowest responsible bidder, Aerzen USA Corp. in the amount of $399,064.00. [682, 1386, 829, 1488]
table-cell: $3,282,865 [1176, 1055, 1222, 1066]
paragraph: Mayor Salamun read in item (LF070225-09) Resolution No. 2025-077, a Resolution Amending the Five-Year Plan of Projects and Programs to be Funded from the Vision Account by Increasing the Amount Allocated to Civic Improvements by Five Million Dollars. Motion was made by Strommen, second by Maher approve. They said there has been transparency on where the funds came from. Finance Director Ainslie explained that sales tax revenue exceeded expectations, making extra funds available (eighteenths) and Pettigrew. He explained during Vision Fund Round 7, full revenue totals weren't yet known. Tourism and residential growth led to increased collections. The Vision Fund Committee has always supported the Sports Complex project. Roberts expressed concern that the council was not consulted before funds were earmarked. Maher noted the Vision Fund Committee endorsed the complex at their final meeting. Pettigrew argued the updates are prior when calling it Vision Funds if the committee didn't approve it during the process. Tamang emphasized a new perspective on old problems, referencing public support during his campaign and the need to align with the spirit of the Vision Fund. Motion passed 6-2 with Evans and Pettigrew voting no and Meyer abstaining. [835, 1313, 994, 1751]
paragraph: Mayor Salamun read in Hop 2 It Inc. for a SPECIAL EVENT (on-sale) Malt Beverage License for an event scheduled for September 24, 2025 at O'Hara Stadium Parking Lot, 561 E. St. Joseph Street. Motion was made by Roberts, second by Seachris to approve. Motion passed 9-0. [173, 501, 332, 592]
paragraph: Legal & Finance Committee Items [835, 1301, 990, 1313]
table-cell: $2,000,000 [1176, 1076, 1222, 1087]
paragraph: 18. PW070125-06 - Authorize Mayor And Finance Director To Sign Assignment Agreement For Purchase Agreement Between The City Of Rapid City And Gordon And Connie Howie For Purchase Of Water Rights. [351, 529, 498, 608]
paragraph: Ordinances [835, 377, 889, 389]
paragraph: WHEREAS, the Common Council of the City of Rapid City has determined that the creation of the Business Improvement District 2 will promote the health, safety, prosperity, security and general welfare of the citizens of the City of Rapid City and the District, and will provide special benefit to the property within the boundaries of the District and a general benefit to the City as a whole. [1166, 30, 1325, 165]
paragraph: WHEREAS, permits and authorizations issued by SDDANR to the City's water reclamation, water, storm water, and solid waste operations require regular reports, notifications, and supporting documents to the State as part of its regulation of the City's operations; and [339, 1288, 498, 1390]
paragraph: Mayor [173, 31, 201, 43]
paragraph: ELECTION OF OFFICERS [173, 1477, 290, 1489]
paragraph: WHEREAS, provision of these required documents to SDDANR is part of the normal administration and operation of the City and the Public Works Department; and [339, 1617, 498, 1674]
paragraph: PUBLIC HEARING ITEMS - Items 6-8 [173, 442, 332, 465]
paragraph: 27 Snowflake Pole Decorations [504, 962, 638, 974]
table-cell: $21,170,389 [1327, 1201, 1378, 1212]
table-cell: $17,486,229 [1067, 1014, 1118, 1025]
table-cell [1274, 1233, 1326, 1264]
paragraph: 15. PW070125-03 - Authorize Mayor And Finance Director To Sign A Utility Easement To Black Hills Power Inc. In A Portion Of The Southeast Quarter Of The Southeast Quarter (SW1/4 SE1/4) Of Section 24, Township 1 North, Range 8 East (T1N, R8E) Of The Black Hills Meridian And NW1/4 NE1/4 Of Section 25, T1N, R8E, B.H.M, Pennington County, South Dakota. [351, 201, 498, 336]
table-cell: $17,000,001 [1327, 1232, 1378, 1243]
paragraph: s/ Daniel Ainslie [504, 385, 573, 397]
paragraph: FIVE-YEAR PLAN FOR VISION FUNDS STARTING IN 2025 [1001, 380, 1160, 403]
paragraph: WHEREAS, on January 6, 2025, the City Council subsequently adopted Resolution 2024-107 amending the allocation of the five-year plan for the City's Vision Account, to increase the amount of money to be allocated by the Vision Citizen Committee; and [835, 7, 1160, 2047]
paragraph: CITY OF RAPID CITY [504, 336, 599, 348]
paragraph: Finance Director [1001, 1462, 1072, 1474]
table-row-label: 2021 Sales Tax Bond Payment [1002, 1128, 1064, 1150]
paragraph: BE IT FURTHER RESOLVED that the business improvement district board shall be the same individuals as the Hotel Business Improvement District (BID 1) Board; and [1166, 313, 1325, 370]
paragraph: BE IT FURTHER RESOLVED that the Common Council authorizes the City Finance Officer to sign and submit the annual City Library report, as approved by the Library Board of Trustees, to the South Dakota State Library. [504, 165, 663, 245]
table-cell: $10,000,000 [1327, 1076, 1378, 1087]
table-cell: $421,655 [1079, 1087, 1118, 1098]
paragraph: Mayor Salamun read in item (PW070125-13) Appeal Denial Of Exception 25EX043 Requesting To Not Construct Dunham Drive To Collector Standards As Required By The Infrastructure Design Criteria Manual. Motion was made by Maher, second by Strommen to approve the appeal. Maher indicated that the development makes sense and is well-suited for infill. He noted that the road currently narrows from 34 feet to 24 feet, and the issue is not with the development itself but rather the limited access — Hideaway Lane is the only existing way in or out. Strommen echoed support, citing that the development spans over 90 acres and is an ideal infill opportunity. He agreed the change in road width is problematic but not caused by the development. Roberts also agreed with Maher, expressing that there is no reasonable expectation for road widths, advocating for a uniform standard for the entire road. Evans asked to hear from staff. Fisher noted that the existing 24-foot wide portions of Dunham Drive are adjacent to large lots with long driveways, reducing the need for on-street parking. However, this portion of Dunham Drive will be adjacent to much smaller residential lots requiring on-street parking. Fisher voiced concern with future home owners complaining about the congested traffic on this collector street if the reduced pavement width is allowed. Fisher noted that Staff recommended denying the exception to preserve long-term infrastructure integrity. Motion to approve the appeal passed 5-4 with Pettigrew, Tamang, Evans and Meyer voting no. [835, 785, 994, 1301]
paragraph: 3. Approve Minutes for the June 16, 2025 Regular Council Meeting. [20, 1008, 167, 1043]
paragraph: WHEREAS, the Common Council deems it to be in the best interest of the public to convey the property to the Town of Hermosa for use for public purposes. [504, 824, 663, 881]
paragraph: WHEREAS, the Common Council deems it to be in the best interest of the public to convey the property to the City of Hot Springs for use for public purposes. [504, 1393, 663, 1450]
paragraph: Motion was made by Maher, second by Seachris to approve items 1-3. Motion carried 9-0. [8, 1043, 167, 1077]
paragraph: Mike Batson, advanced design, item 57, asking 26 feet instead of 34 feet (look those up)... brook stormwater, item 65, appeal, fair mitigation, kale mcnabee, item 65, additional to existing home, reduction in storm water, provided drainage exhibit. Gerald nepper, declined to speak, luke oppose re Libertyland, can't afford property taxes, need affordable housing, fixed income people will be leaving. [670, 1637, 829, 1772]
paragraph: 33. LF070225-15 - Authorize Mayor and Finance Director to Sign Development Agreement for Tax Increment Financing District Number Ninety-four with SJOZB, LLC. [682, 30, 829, 98]
paragraph: Staff members present included: City Attorney Joel Landeen, Assistant Police Chief Scott Sitts, Fire Chief Jason Culberson, Community Planning Director Vicki Fisher, Finance Director Daniel Ainslie, Parks and Recreation Director Jeff Biegler, City Engineer Roger Hall, Assistant Public Works Director Stacey Titus, Chief of Staff Leah Braun, Mayor's Communications Coordinator Darrell Shoemaker & Sr. Administrative Coordinator Heidi Weaver. [8, 269, 167, 427]
table-cell: $5,000,000 [1332, 1180, 1378, 1191]
paragraph: CONSENT ITEMS - Items 1-3 [8, 937, 138, 949]
paragraph: During this five-year plan, monies from the Vision account will be allocated to three primary areas: Community Projects, Economic Development, and Civic Improvements. Within each of the three primary areas, the allocation of the funds is further broken down into sub-categories. The money allotted to Community Projects will be utilized to cover half the cost of the bond for the construction of the Summit Arena (the 2021 Sales Tax Bond), to fund projects solicited from the public and based on recommendations from a citizen committee, and to fund the establishment of a non-profit endowment. The money appropriated for Economic Development will be used to cover the other half of the bond payment for the Summit Arena (2021 Sales Tax Bond), and to fund designated economic development projects or programs which promote the City's economic growth and vitality. The funds allocated for Civic Improvements will be used to fund priority projects which are either specifically identified in, or promote the implementation of the vision and goals identified in the City's strategic plan. The balance of the money allocated for Civic Improvements will be used to create a Strategic Growth Revolving Fund. The estimated revenue per year to the Vision Account shall be allocated to the areas identified above as follows: [1001, 519, 1160, 956]
paragraph: From Parks and Recreation #607 [504, 938, 646, 950]
paragraph: WHEREAS, in January 2025, the Midwest Urban Consumer Price Index ("CPI") indicated an increase in prices of goods equal to 3.0% during 2024. [8, 1894, 167, 1951]
table-cell: $5,293,543 [1176, 1201, 1222, 1212]
paragraph: ATTEST: [504, 1126, 543, 1138]
paragraph: Dated this 7th day of July, 2025. [504, 1646, 641, 1658]
paragraph: WHEREAS, on November 18, 2024, the City Council adopted Resolution 2024-092 approving a five-year plan allocating money for projects and programs to be funded with the City's Vision Account; and [835, 1922, 994, 1990]
paragraph: 40. No. CIP062025-05 - Approve Capital Plan for Parks & Recreation [682, 430, 829, 464]
paragraph: WHEREAS, the South Dakota State Library requires each library within the state to submit annual reports of the library's funding, operations, staffing, collections and services; and [339, 1810, 498, 1878]
paragraph: CONSENT PUBLIC HEARING ITEMS - Item 6 [173, 466, 332, 489]
table-row [1001, 1087, 1378, 1118]
paragraph: 22. PW070125-10 - Request From Ian Garduna, Renner Associates, LLC On Behalf Of Wood Builders, Inc. For A Variance To Waive The Requirement To Install Sidewalk As Part Of The Requirements For A Building Permit Per City Ordinance 12.08.060. STAFF RECOMMENDATION - APPROVE. [351, 858, 498, 982]
paragraph: 49. CC070725-04.3 - Approve award of total bid for Long View Road Chip Seal, Project No. 2855 / CIP No. 50549.25E opened on 06/24/2025 to the lowest responsible bidder, Simon Contractors of SD, Inc. in the amount of $274,185.00. [682, 1012, 829, 1103]
paragraph: Mayor Salamun read in item (LF061125-04) Second Reading of Ordinance No. 6673, an Ordinance Regarding Supplemental Appropriation No. 2 for 2025. Motion was made by Roberts, second by Seachris to approve. Upon vote being taken, the following voted AYE: Strommen, Maher, Lehmann, Evans, Seachris, Roberts, Ham, Pettigrew and Roseland; NO: None; whereupon the Mayor declared the motion passed and Ordinance 6673 was declared duly passed 9-0 upon its second reading. [8, 1125, 167, 1294]
table-cell: $3,282,865 [1072, 1128, 1118, 1139]
table-row-label: Comprehensive Plan Improvements [1002, 1201, 1066, 1233]
paragraph: s/ Daniel Ainslie [173, 55, 242, 67]
paragraph: NON-CONSENT ITEMS - Items 4-5 [8, 1101, 162, 1113]
paragraph: For Donation: [504, 950, 563, 962]
paragraph: Community Planning & Development Services Department Consent Items [670, 614, 829, 649]
paragraph: (SEAL) [504, 410, 536, 422]
paragraph: City of Rapid City, South Dakota [8, 30, 145, 42]
paragraph: 50. CC070725-04.4 - Approve award of total bid for Minnesota Street Panel Repair - 5th to Elm, Project No. 2853 / CIP No. 50445.25A opened on 06/24/2025 to the lowest responsible bidder, Interstate Improvement, Inc. in the amount of $613,309.10. [682, 1103, 829, 1193]
table-row-label: Economic Development [1002, 1118, 1105, 1129]
paragraph: NOW, THEREFORE, BE IT RESOLVED by the City of Rapid City, that the City's non-union benefited employee pay matrix and the non-union part-time wage matrix shall each be adjusted to reflect an increase of three percent (3.0%), effective July 1, 2025. [8, 1951, 167, 2042]
paragraph: (SEAL) [504, 1732, 536, 1744]
paragraph: Mayor [1001, 1425, 1028, 1437]
paragraph: Pursuant to due call and notice thereof, a regular meeting of the City Council of the City of Rapid City was held at City Hall, 300 Sixth Street, Second Floor, in Rapid City, South Dakota on Monday, July 7, 2025, at 6:30 PM. [8, 54, 167, 134]
paragraph: RESOLUTION DECLARING MISCELLANEOUS PERSONAL PROPERTY SURPLUS AND TRANSFERRING PROPERTY TO THE CITY OF HOT SPRINGS [504, 1255, 663, 1312]
document-body [8, 7, 1160, 2060]
paragraph: s/ Daniel Ainslie [1001, 1450, 1069, 1462]
paragraph: CITY OF RAPID CITY [504, 1659, 599, 1671]
table-cell: $2,725,184 [1176, 1232, 1222, 1243]
paragraph: CIP Committee Consent Items [670, 314, 807, 326]
table-row [1001, 1129, 1378, 1150]
paragraph: WHEREAS, The City's non-union employees have not received wage adjustments in 2025; and [8, 1860, 167, 1894]
paragraph: GENERAL PUBLIC COMMENT [8, 474, 146, 486]
paragraph: BE IT FURTHER RESOLVED that the purpose of the creating of the Business Improvement District 2 shall be for funding the marketing and promotion of sporting events in Rapid City and its hotels and motels in the District area, consistent with the requirements of SDCL 9-55 and to operate such facilities that support sporting events and the attraction of sporting events, contracted for personnel, including administrators for any improvement or promotional program under SDCL 9-55-3, and providing for any service necessary or proper to carry out the purposes of the Business Improvement District 2 as set forth in SDCL Chapter 9-55; and [1166, 370, 1325, 584]
paragraph: 44. No. CIP062025-07 - Approve Funding Request for Walking Trail Parallel to Bunker Drive near Vickie Powers Park [682, 568, 829, 614]
paragraph: 46. LF062125-14 - 25RS001 - Approve Demolition of Detached Garage at 1215 West Boulevard with the Determination of No Feasible and Prudent Alternatives to the Proposal, and that the Proposal Contains All Possible Planning to Minimize Harm to Historic Property, Pursuant to SDCL 1-19A-11.1 and 36 CFR 17.54.080 [682, 683, 829, 808]
paragraph: END OF CONSENT ITEMS [670, 1601, 788, 1613]
